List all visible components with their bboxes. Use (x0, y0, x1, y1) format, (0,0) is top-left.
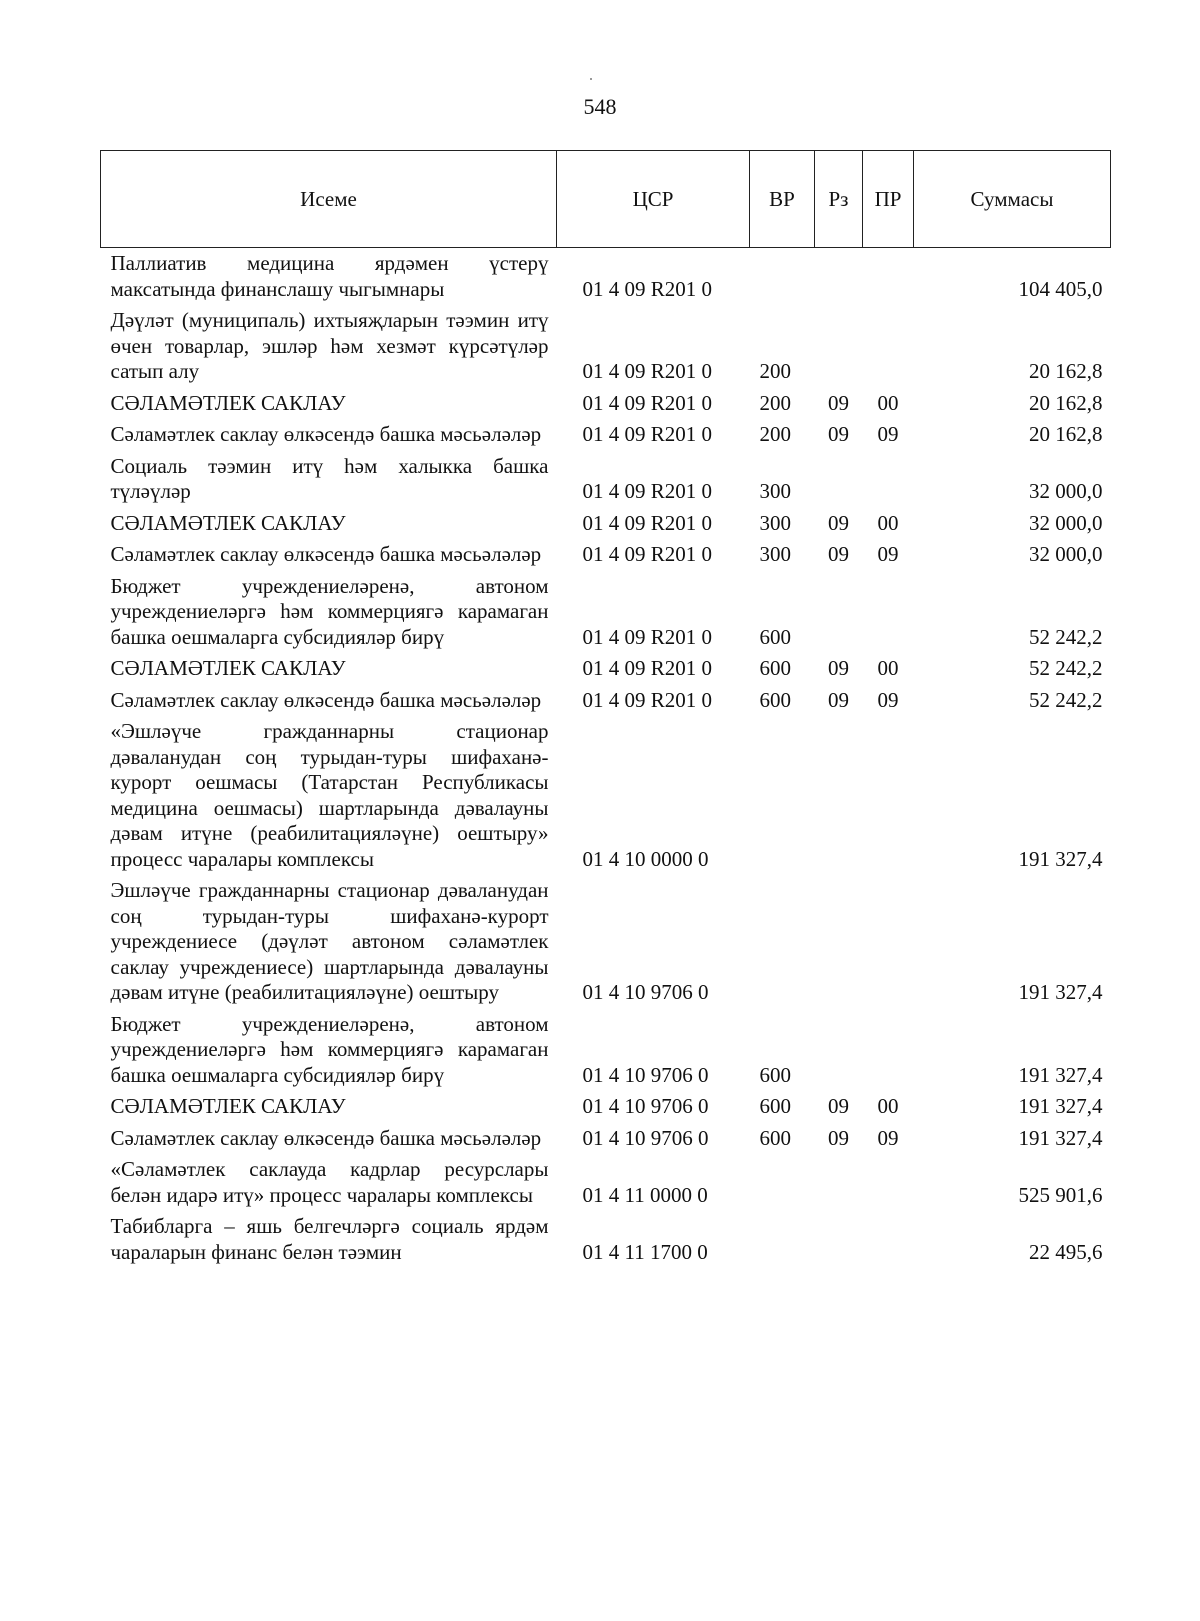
cell-pr (863, 1009, 914, 1092)
header-vr: ВР (750, 151, 815, 248)
cell-pr (863, 305, 914, 388)
cell-sum: 191 327,4 (1018, 1094, 1103, 1118)
cell-name: Бюджет учреждениеләренә, автоном учреждениеләргә һәм коммерциягә карамаган башка оешмаларга субсидияләр бирү (110, 573, 549, 649)
cell-vr: 200 (759, 359, 791, 383)
table-row (101, 1091, 1111, 1123)
cell-vr: 600 (759, 656, 791, 680)
cell-vr: 200 (759, 390, 791, 415)
cell-sum: 20 162,8 (1029, 359, 1103, 383)
table-header-row (101, 151, 1111, 248)
cell-vr (750, 1211, 815, 1268)
cell-name: «Эшләүче гражданнарны стационар дәваланудан соң турыдан-туры шифаханә-курорт оешмасы (Татарстан Республикасы медицина оешмасы) шартларында дәвалауны дәвам итүне (реабилитацияләүне) оештыру» процесс чаралары комплексы (110, 719, 549, 871)
cell-sum: 32 000,0 (1029, 542, 1103, 566)
cell-vr: 200 (759, 422, 791, 446)
cell-sum: 525 901,6 (1018, 1182, 1103, 1207)
scan-artifact-dot (590, 78, 592, 80)
cell-rz (815, 1009, 863, 1092)
table-row (101, 1009, 1111, 1092)
cell-sum: 22 495,6 (1029, 1239, 1103, 1264)
cell-vr: 600 (759, 624, 791, 649)
cell-csr: 01 4 09 R201 0 (582, 656, 713, 680)
cell-name: Эшләүче гражданнарны стационар дәваланудан соң турыдан-туры шифаханә-курорт учреждениесе (дәүләт автоном сәламәтлек саклау учреждениесе) шартларында дәвалауны дәвам итүне (реабилитацияләүне) оештыру (110, 878, 549, 1004)
cell-sum: 191 327,4 (1018, 1125, 1103, 1150)
header-pr: ПР (863, 151, 914, 248)
cell-name: Паллиатив медицина ярдәмен үстерү максатында финанслашу чыгымнары (110, 251, 549, 301)
cell-name: СӘЛАМӘТЛЕК САКЛАУ (110, 1094, 346, 1118)
cell-name: Табибларга – яшь белгечләргә социаль ярдәм чараларын финанс белән тәэмин (110, 1214, 549, 1264)
cell-rz: 09 (828, 1125, 849, 1150)
budget-table (100, 150, 1111, 1268)
cell-name: СӘЛАМӘТЛЕК САКЛАУ (110, 390, 346, 415)
cell-rz (815, 875, 863, 1009)
cell-vr: 300 (759, 542, 791, 566)
cell-pr: 00 (877, 1094, 899, 1118)
cell-sum: 20 162,8 (1029, 422, 1103, 446)
cell-rz (815, 248, 863, 306)
cell-csr: 01 4 09 R201 0 (582, 359, 713, 383)
cell-name: Социаль тәэмин итү һәм халыкка башка түләүләр (110, 453, 549, 503)
cell-sum: 20 162,8 (1029, 390, 1103, 415)
cell-sum: 52 242,2 (1029, 656, 1103, 680)
cell-pr (863, 1154, 914, 1211)
cell-pr: 00 (877, 510, 899, 535)
cell-csr: 01 4 11 1700 0 (582, 1239, 708, 1264)
cell-csr: 01 4 11 0000 0 (582, 1182, 708, 1207)
cell-vr: 300 (759, 479, 791, 503)
cell-csr: 01 4 10 9706 0 (582, 1062, 709, 1087)
cell-csr: 01 4 09 R201 0 (582, 479, 713, 503)
cell-csr: 01 4 10 9706 0 (582, 1125, 709, 1150)
cell-rz: 09 (828, 1094, 849, 1118)
cell-vr (750, 1154, 815, 1211)
cell-rz (815, 305, 863, 388)
table-row (101, 1154, 1111, 1211)
cell-pr (863, 451, 914, 508)
cell-rz: 09 (828, 422, 849, 446)
table-row (101, 248, 1111, 306)
table-row (101, 305, 1111, 388)
cell-name: Сәламәтлек саклау өлкәсендә башка мәсьәләләр (110, 422, 542, 446)
table-row (101, 451, 1111, 508)
cell-sum: 191 327,4 (1018, 980, 1103, 1004)
cell-csr: 01 4 10 9706 0 (582, 1094, 709, 1118)
cell-csr: 01 4 09 R201 0 (582, 422, 713, 446)
cell-vr: 600 (759, 1094, 791, 1118)
cell-name: СӘЛАМӘТЛЕК САКЛАУ (110, 510, 346, 535)
cell-rz (815, 1211, 863, 1268)
cell-rz: 09 (828, 510, 849, 535)
page-number: 548 (583, 94, 617, 119)
cell-name: СӘЛАМӘТЛЕК САКЛАУ (110, 656, 346, 680)
cell-rz (815, 716, 863, 875)
cell-vr: 600 (759, 1062, 791, 1087)
table-row (101, 508, 1111, 540)
table-row (101, 716, 1111, 875)
cell-rz: 09 (828, 390, 849, 415)
cell-pr: 00 (877, 390, 899, 415)
table-row (101, 653, 1111, 685)
table-row (101, 419, 1111, 451)
table-row (101, 571, 1111, 654)
cell-vr: 600 (759, 1125, 791, 1150)
cell-vr (750, 716, 815, 875)
cell-pr: 00 (877, 656, 899, 680)
cell-pr (863, 1211, 914, 1268)
cell-vr (750, 875, 815, 1009)
cell-csr: 01 4 09 R201 0 (582, 542, 713, 566)
header-name: Исеме (101, 151, 557, 248)
cell-pr: 09 (877, 422, 899, 446)
cell-rz: 09 (828, 656, 849, 680)
table-body (101, 248, 1111, 1269)
cell-vr: 300 (759, 510, 791, 535)
table-row (101, 388, 1111, 420)
cell-pr (863, 716, 914, 875)
table-row (101, 685, 1111, 717)
cell-vr (750, 248, 815, 306)
cell-csr: 01 4 09 R201 0 (582, 687, 713, 712)
cell-vr: 600 (759, 687, 791, 712)
table-row (101, 1211, 1111, 1268)
cell-name: Бюджет учреждениеләренә, автоном учреждениеләргә һәм коммерциягә карамаган башка оешмаларга субсидияләр бирү (110, 1011, 549, 1087)
cell-sum: 32 000,0 (1029, 510, 1103, 535)
table-row (101, 1123, 1111, 1155)
cell-pr: 09 (877, 687, 899, 712)
header-rz: Рз (815, 151, 863, 248)
cell-rz (815, 571, 863, 654)
cell-rz: 09 (828, 542, 849, 566)
cell-csr: 01 4 09 R201 0 (582, 624, 713, 649)
cell-pr: 09 (877, 1125, 899, 1150)
header-csr: ЦСР (557, 151, 750, 248)
cell-sum: 52 242,2 (1029, 624, 1103, 649)
cell-csr: 01 4 09 R201 0 (582, 510, 713, 535)
cell-sum: 191 327,4 (1018, 1062, 1103, 1087)
cell-pr (863, 571, 914, 654)
cell-rz (815, 451, 863, 508)
cell-csr: 01 4 10 0000 0 (582, 846, 709, 871)
cell-pr (863, 875, 914, 1009)
cell-sum: 32 000,0 (1029, 479, 1103, 503)
cell-rz: 09 (828, 687, 849, 712)
cell-sum: 104 405,0 (1018, 276, 1103, 301)
table-row (101, 539, 1111, 571)
cell-csr: 01 4 10 9706 0 (582, 980, 709, 1004)
header-sum: Суммасы (914, 151, 1111, 248)
cell-name: «Сәламәтлек саклауда кадрлар ресурслары белән идарә итү» процесс чаралары комплексы (110, 1157, 549, 1207)
cell-name: Сәламәтлек саклау өлкәсендә башка мәсьәләләр (110, 542, 542, 566)
cell-rz (815, 1154, 863, 1211)
cell-pr: 09 (877, 542, 899, 566)
cell-csr: 01 4 09 R201 0 (582, 276, 713, 301)
cell-sum: 52 242,2 (1029, 687, 1103, 712)
cell-pr (863, 248, 914, 306)
cell-name: Сәламәтлек саклау өлкәсендә башка мәсьәләләр (110, 1125, 542, 1150)
cell-csr: 01 4 09 R201 0 (582, 390, 713, 415)
cell-name: Сәламәтлек саклау өлкәсендә башка мәсьәләләр (110, 687, 542, 712)
cell-name: Дәүләт (муниципаль) ихтыяҗларын тәэмин итү өчен товарлар, эшләр һәм хезмәт күрсәтүләр сатып алу (110, 308, 549, 383)
table-row (101, 875, 1111, 1009)
cell-sum: 191 327,4 (1018, 846, 1103, 871)
